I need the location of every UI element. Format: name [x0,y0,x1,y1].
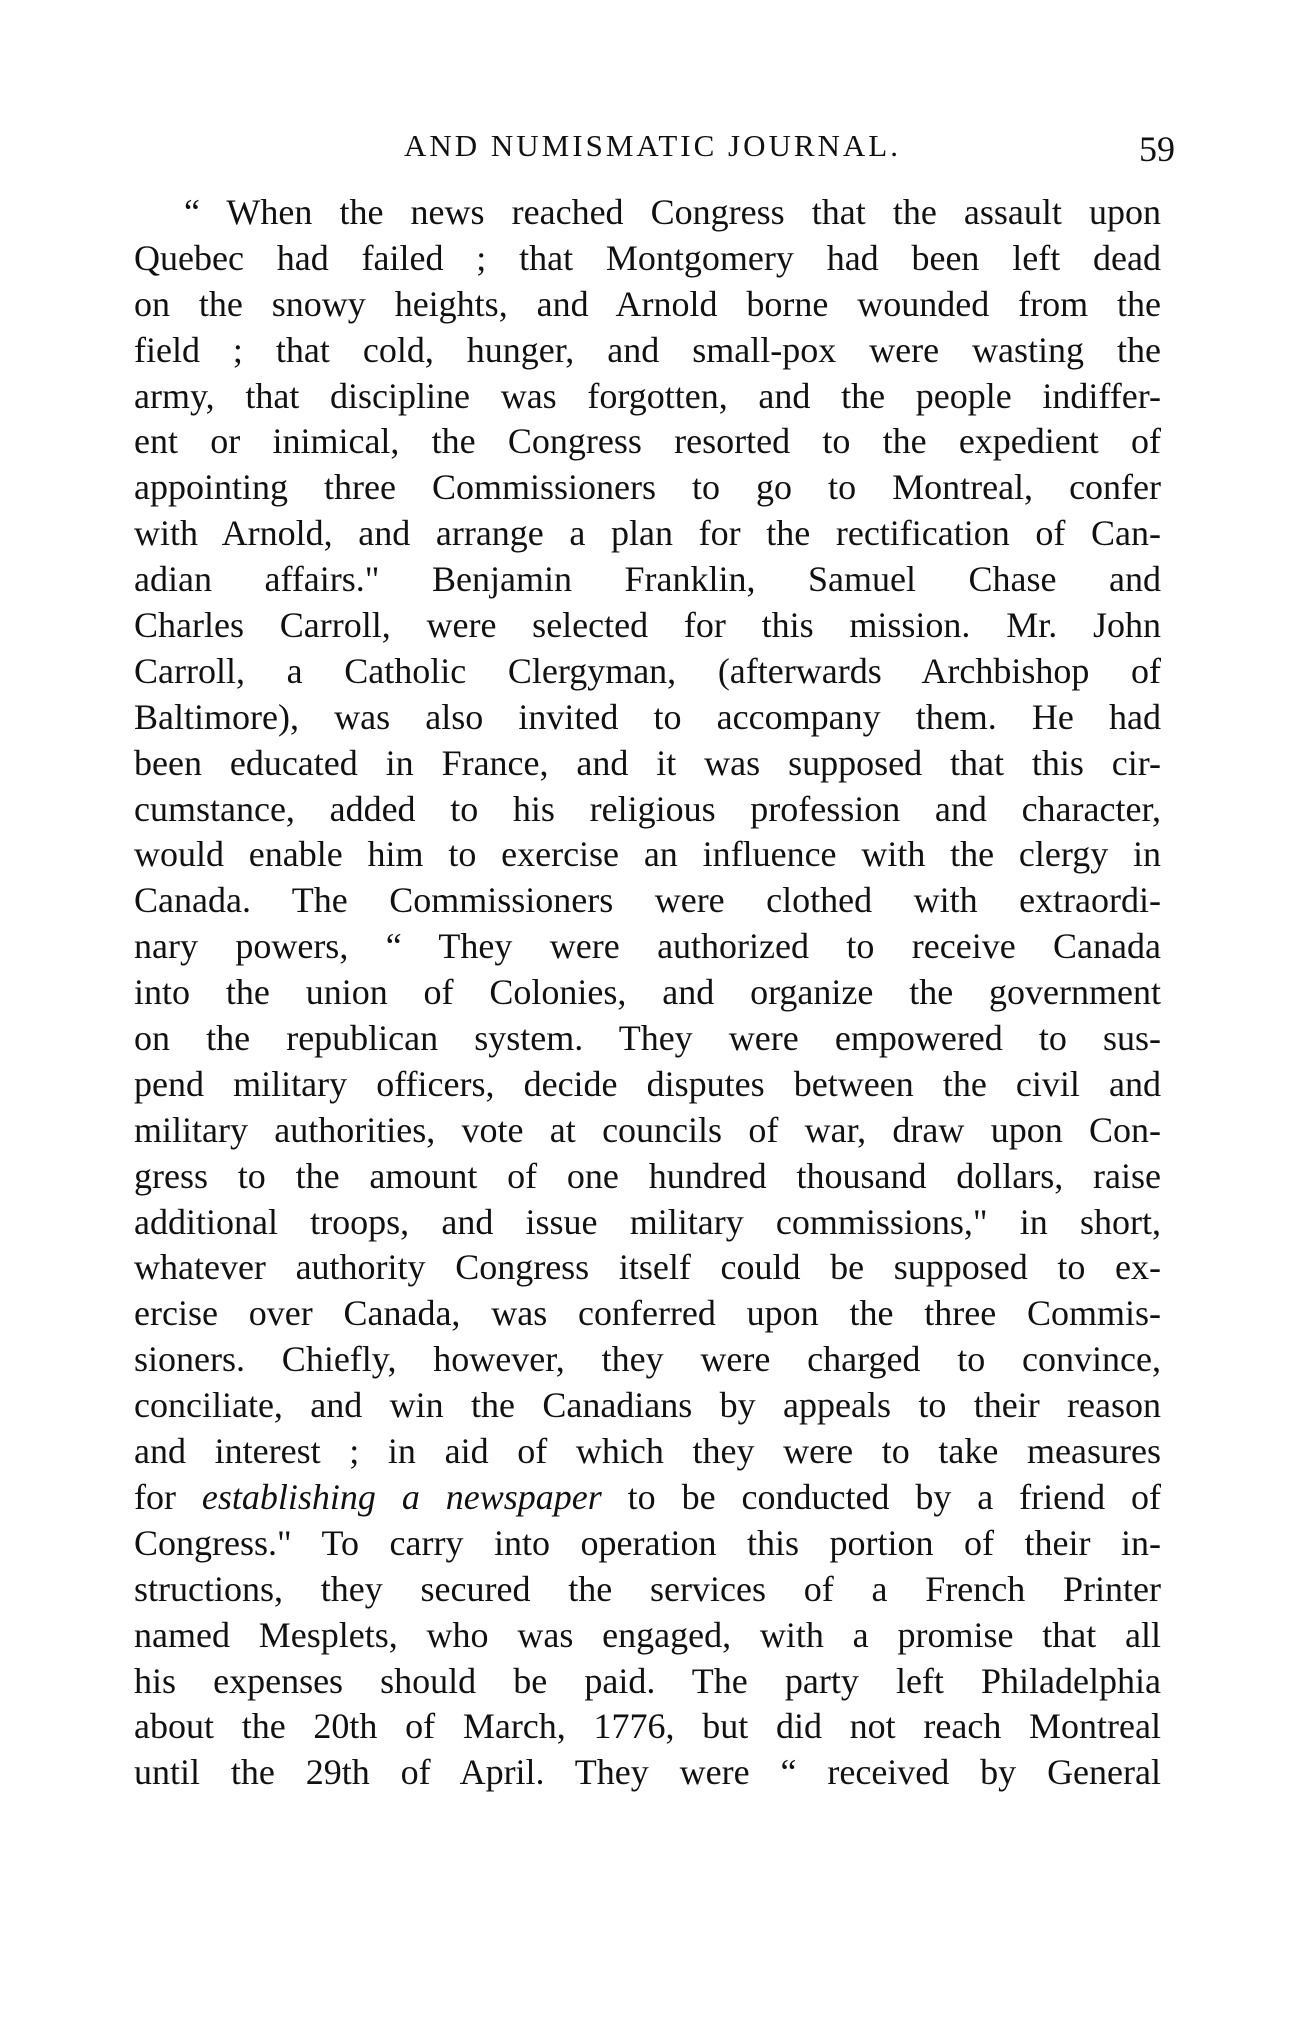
body-paragraph [134,190,1161,1796]
text-line: ercise over Canada, was conferred upon the three Commis- [134,1293,1161,1334]
text-line: Quebec had failed ; that Montgomery had been left dead [134,237,1161,278]
text-line: Charles Carroll, were selected for this mission. Mr. John [134,605,1161,646]
text-line-with-italic [134,1475,1161,1521]
text-line: conciliate, and win the Canadians by appeals to their reason [134,1385,1161,1426]
text-line: until the 29th of April. They were “ received by General [134,1752,1161,1793]
text-line: Congress." To carry into operation this portion of their in- [134,1522,1161,1563]
text-line: on the snowy heights, and Arnold borne wounded from the [134,283,1161,324]
text-line: whatever authority Congress itself could be supposed to ex- [134,1247,1161,1288]
text-line: named Mesplets, who was engaged, with a promise that all [134,1614,1161,1655]
italic-phrase: establishing a newspaper [201,1476,602,1517]
text-line: nary powers, “ They were authorized to receive Canada [134,926,1161,967]
text-line: army, that discipline was forgotten, and the people indiffer- [134,375,1161,416]
text-segment: for [134,1476,202,1517]
page-number: 59 [1139,129,1175,169]
text-line: would enable him to exercise an influence with the clergy in [134,834,1161,875]
text-line: and interest ; in aid of which they were to take measures [134,1431,1161,1472]
text-line: ent or inimical, the Congress resorted to the expedient of [134,421,1161,462]
text-line: about the 20th of March, 1776, but did not reach Montreal [134,1706,1161,1747]
text-line: additional troops, and issue military commissions," in short, [134,1201,1161,1242]
text-line: sioners. Chiefly, however, they were charged to convince, [134,1339,1161,1380]
text-line: adian affairs." Benjamin Franklin, Samuel Chase and [134,559,1161,600]
text-line: been educated in France, and it was supposed that this cir- [134,742,1161,783]
text-line: gress to the amount of one hundred thousand dollars, raise [134,1155,1161,1196]
text-line: structions, they secured the services of a French Printer [134,1568,1161,1609]
text-line: military authorities, vote at councils of war, draw upon Con- [134,1109,1161,1150]
running-title: AND NUMISMATIC JOURNAL. [404,128,901,163]
text-line: appointing three Commissioners to go to Montreal, confer [134,467,1161,508]
text-line: with Arnold, and arrange a plan for the rectification of Can- [134,513,1161,554]
text-line: Canada. The Commissioners were clothed with extraordi- [134,880,1161,921]
text-line: “ When the news reached Congress that the assault upon [184,192,1161,232]
text-segment: to be conducted by a friend of [601,1476,1162,1517]
text-line: his expenses should be paid. The party left Philadelphia [134,1660,1161,1701]
text-line: Carroll, a Catholic Clergyman, (afterwards Archbishop of [134,650,1161,691]
text-line: cumstance, added to his religious profession and character, [134,788,1161,829]
text-line: pend military officers, decide disputes between the civil and [134,1063,1161,1104]
text-line: on the republican system. They were empowered to sus- [134,1018,1161,1059]
text-line: Baltimore), was also invited to accompany them. He had [134,696,1161,737]
text-line: into the union of Colonies, and organize the government [134,972,1161,1013]
text-line: field ; that cold, hunger, and small-pox were wasting the [134,329,1161,370]
running-head [130,128,1175,178]
